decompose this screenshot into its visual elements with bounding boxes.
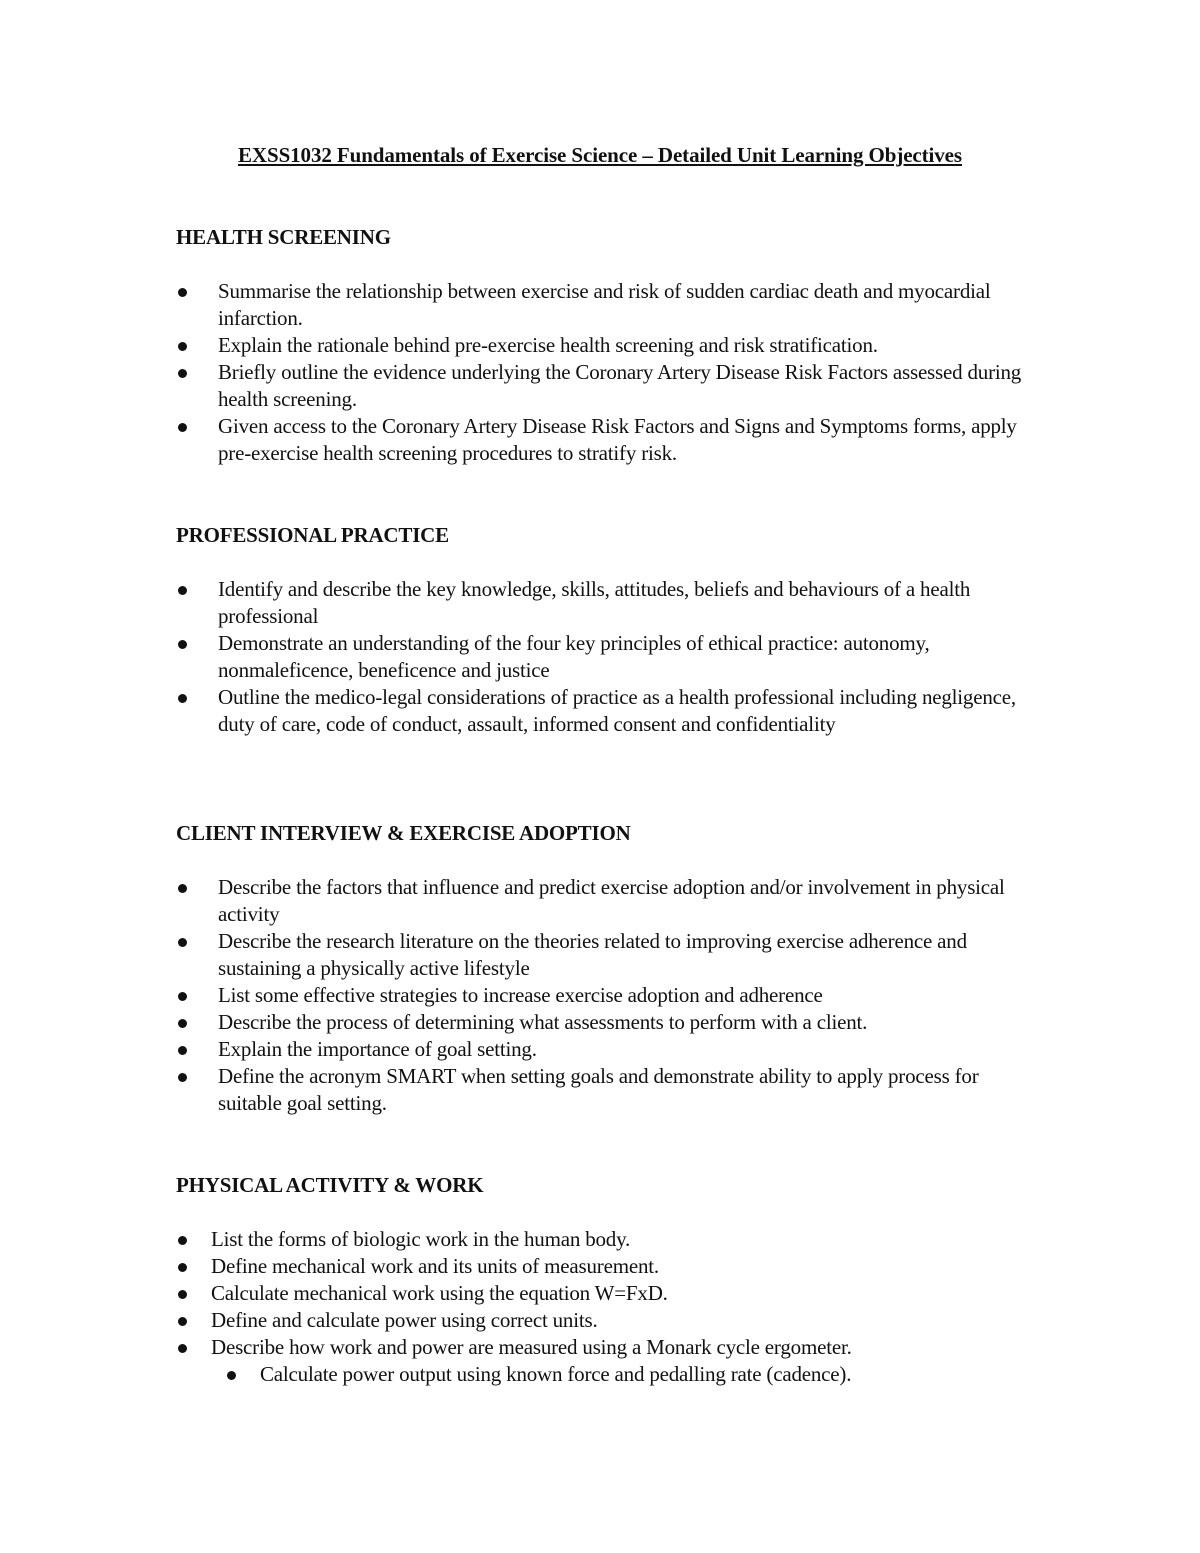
list-item-text: Outline the medico-legal considerations of practice as a health professional including negligence, duty of care, code of conduct, assault, informed consent and confidentiality [218,685,1016,736]
bullet-icon [178,1344,187,1353]
list-item-text: List some effective strategies to increase exercise adoption and adherence [218,983,823,1007]
list-item-text: Explain the rationale behind pre-exercise health screening and risk stratification. [218,333,878,357]
bullet-icon [178,1073,187,1082]
list-item [176,1253,1036,1280]
list-item [176,1009,1036,1036]
bullet-icon [178,342,187,351]
section-heading-physical-activity: PHYSICAL ACTIVITY & WORK [176,1173,484,1197]
list-item-text: Demonstrate an understanding of the four key principles of ethical practice: autonomy, nonmaleficence, beneficence and justice [218,631,930,682]
list-item [176,576,1036,630]
bullet-icon [178,369,187,378]
list-item [176,684,1036,738]
list-item [176,332,1036,359]
list-item-text: Define mechanical work and its units of measurement. [211,1254,659,1278]
bullet-icon [178,938,187,947]
list-item [176,1036,1036,1063]
bullet-icon [178,992,187,1001]
list-item-text: Calculate mechanical work using the equation W=FxD. [211,1281,668,1305]
list-item [176,359,1036,413]
list-item-text: Given access to the Coronary Artery Disease Risk Factors and Signs and Symptoms forms, apply pre-exercise health screening procedures to stratify risk. [218,414,1017,465]
list-item-text: Describe the factors that influence and predict exercise adoption and/or involvement in physical activity [218,875,1005,926]
list-item-text: Describe the process of determining what assessments to perform with a client. [218,1010,868,1034]
list-item-text: Calculate power output using known force and pedalling rate (cadence). [260,1362,852,1386]
section-heading-health-screening: HEALTH SCREENING [176,225,391,249]
list-item-text: Briefly outline the evidence underlying the Coronary Artery Disease Risk Factors assessed during health screening. [218,360,1022,411]
list-item-text: Describe how work and power are measured using a Monark cycle ergometer. [211,1335,852,1359]
bullet-icon [178,884,187,893]
bullet-icon [178,288,187,297]
list-item [176,928,1036,982]
bullet-icon [178,1290,187,1299]
list-item [176,1334,1036,1361]
list-item-text: Identify and describe the key knowledge, skills, attitudes, beliefs and behaviours of a health professional [218,577,971,628]
list-item [176,1280,1036,1307]
bullet-icon [178,586,187,595]
section-heading-client-interview: CLIENT INTERVIEW & EXERCISE ADOPTION [176,821,631,845]
physical-activity-list [176,1226,1036,1388]
list-subitem [176,1361,1036,1388]
bullet-icon [227,1371,236,1380]
list-item [176,413,1036,467]
bullet-icon [178,694,187,703]
list-item-text: Summarise the relationship between exercise and risk of sudden cardiac death and myocardial infarction. [218,279,991,330]
list-item [176,1307,1036,1334]
client-interview-list [176,874,1036,1117]
bullet-icon [178,640,187,649]
list-item-text: Explain the importance of goal setting. [218,1037,537,1061]
bullet-icon [178,1019,187,1028]
bullet-icon [178,1317,187,1326]
bullet-icon [178,1263,187,1272]
list-item [176,1226,1036,1253]
list-item [176,278,1036,332]
list-item [176,874,1036,928]
list-item [176,982,1036,1009]
list-item [176,630,1036,684]
list-item [176,1063,1036,1117]
bullet-icon [178,423,187,432]
list-item-text: Define and calculate power using correct units. [211,1308,598,1332]
health-screening-list [176,278,1036,467]
list-item-text: Define the acronym SMART when setting goals and demonstrate ability to apply process for suitable goal setting. [218,1064,979,1115]
list-item-text: Describe the research literature on the theories related to improving exercise adherence and sustaining a physically active lifestyle [218,929,967,980]
professional-practice-list [176,576,1036,738]
bullet-icon [178,1046,187,1055]
document-title: EXSS1032 Fundamentals of Exercise Science – Detailed Unit Learning Objectives [238,143,962,167]
bullet-icon [178,1236,187,1245]
list-item-text: List the forms of biologic work in the human body. [211,1227,631,1251]
section-heading-professional-practice: PROFESSIONAL PRACTICE [176,523,449,547]
